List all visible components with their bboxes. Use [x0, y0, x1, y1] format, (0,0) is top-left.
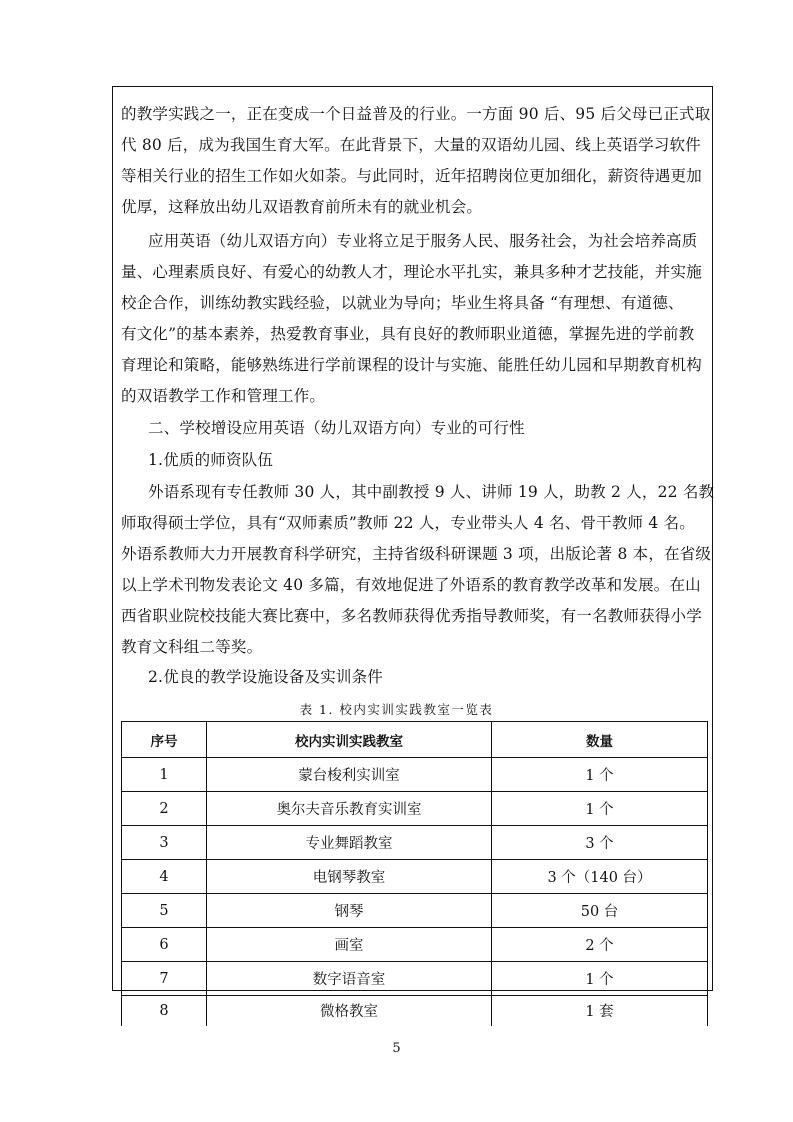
paragraph-line: 代 80 后，成为我国生育大军。在此背景下，大量的双语幼儿园、线上英语学习软件	[121, 136, 701, 154]
table-row	[122, 826, 708, 860]
section-heading: 二、学校增设应用英语（幼儿双语方向）专业的可行性	[148, 419, 525, 437]
paragraph-line: 的双语教学工作和管理工作。	[121, 387, 326, 405]
cell-classroom: 钢琴	[207, 894, 492, 928]
paragraph-line: 有文化”的基本素养，热爱教育事业，具有良好的教师职业道德，掌握先进的学前教	[121, 325, 695, 343]
paragraph-line: 校企合作，训练幼教实践经验，以就业为导向；毕业生将具备 “有理想、有道德、	[121, 294, 684, 312]
cell-quantity: 2 个	[492, 928, 708, 962]
table-row	[122, 792, 708, 826]
subheading-teachers: 1.优质的师资队伍	[148, 451, 274, 469]
table-row	[122, 860, 708, 894]
paragraph-line: 师取得硕士学位，具有“双师素质”教师 22 人，专业带头人 4 名、骨干教师 4 名。	[121, 514, 695, 532]
paragraph-line: 应用英语（幼儿双语方向）专业将立足于服务人民、服务社会，为社会培养高质	[148, 232, 698, 250]
paragraph-line: 外语系教师大力开展教育科学研究，主持省级科研课题 3 项，出版论著 8 本，在省级	[121, 545, 712, 563]
cell-quantity: 1 个	[492, 758, 708, 792]
header-classroom: 校内实训实践教室	[207, 722, 492, 758]
cell-index: 4	[122, 860, 207, 894]
cell-quantity: 1 个	[492, 792, 708, 826]
paragraph-line: 等相关行业的招生工作如火如荼。与此同时，近年招聘岗位更加细化，薪资待遇更加	[121, 167, 702, 185]
cell-classroom: 微格教室	[207, 996, 492, 1026]
table-row	[122, 894, 708, 928]
table-row	[122, 758, 708, 792]
cell-index: 1	[122, 758, 207, 792]
cell-index: 7	[122, 962, 207, 996]
cell-index: 6	[122, 928, 207, 962]
cell-index: 2	[122, 792, 207, 826]
cell-classroom: 蒙台梭利实训室	[207, 758, 492, 792]
cell-classroom: 数字语音室	[207, 962, 492, 996]
cell-classroom: 画室	[207, 928, 492, 962]
cell-quantity: 50 台	[492, 894, 708, 928]
paragraph-line: 西省职业院校技能大赛比赛中，多名教师获得优秀指导教师奖，有一名教师获得小学	[121, 607, 702, 625]
header-quantity: 数量	[492, 722, 708, 758]
paragraph-line: 优厚，这释放出幼儿双语教育前所未有的就业机会。	[121, 198, 483, 216]
table-row	[122, 996, 708, 1026]
table-header-row	[122, 722, 708, 758]
paragraph-line: 育理论和策略，能够熟练进行学前课程的设计与实施、能胜任幼儿园和早期教育机构	[121, 356, 702, 374]
cell-quantity: 3 个（140 台）	[492, 860, 708, 894]
cell-classroom: 奥尔夫音乐教育实训室	[207, 792, 492, 826]
cell-classroom: 专业舞蹈教室	[207, 826, 492, 860]
table-row	[122, 928, 708, 962]
paragraph-line: 外语系现有专任教师 30 人，其中副教授 9 人、讲师 19 人，助教 2 人，22 名教	[148, 483, 715, 501]
paragraph-line: 教育文科组二等奖。	[121, 638, 263, 656]
cell-index: 5	[122, 894, 207, 928]
cell-quantity: 3 个	[492, 826, 708, 860]
subheading-facilities: 2.优良的教学设施设备及实训条件	[148, 668, 383, 686]
cell-index: 8	[122, 996, 207, 1026]
cell-quantity: 1 套	[492, 996, 708, 1026]
table-row	[122, 962, 708, 996]
table-caption: 表 1. 校内实训实践教室一览表	[299, 702, 494, 717]
cell-index: 3	[122, 826, 207, 860]
page-number: 5	[392, 1041, 401, 1056]
paragraph-line: 以上学术刊物发表论文 40 多篇，有效地促进了外语系的教育教学改革和发展。在山	[121, 576, 701, 594]
cell-quantity: 1 个	[492, 962, 708, 996]
paragraph-line: 的教学实践之一，正在变成一个日益普及的行业。一方面 90 后、95 后父母已正式取	[121, 105, 711, 123]
classroom-table	[121, 721, 708, 1026]
header-index: 序号	[122, 722, 207, 758]
cell-classroom: 电钢琴教室	[207, 860, 492, 894]
paragraph-line: 量、心理素质良好、有爱心的幼教人才，理论水平扎实，兼具多种才艺技能，并实施	[121, 263, 702, 281]
